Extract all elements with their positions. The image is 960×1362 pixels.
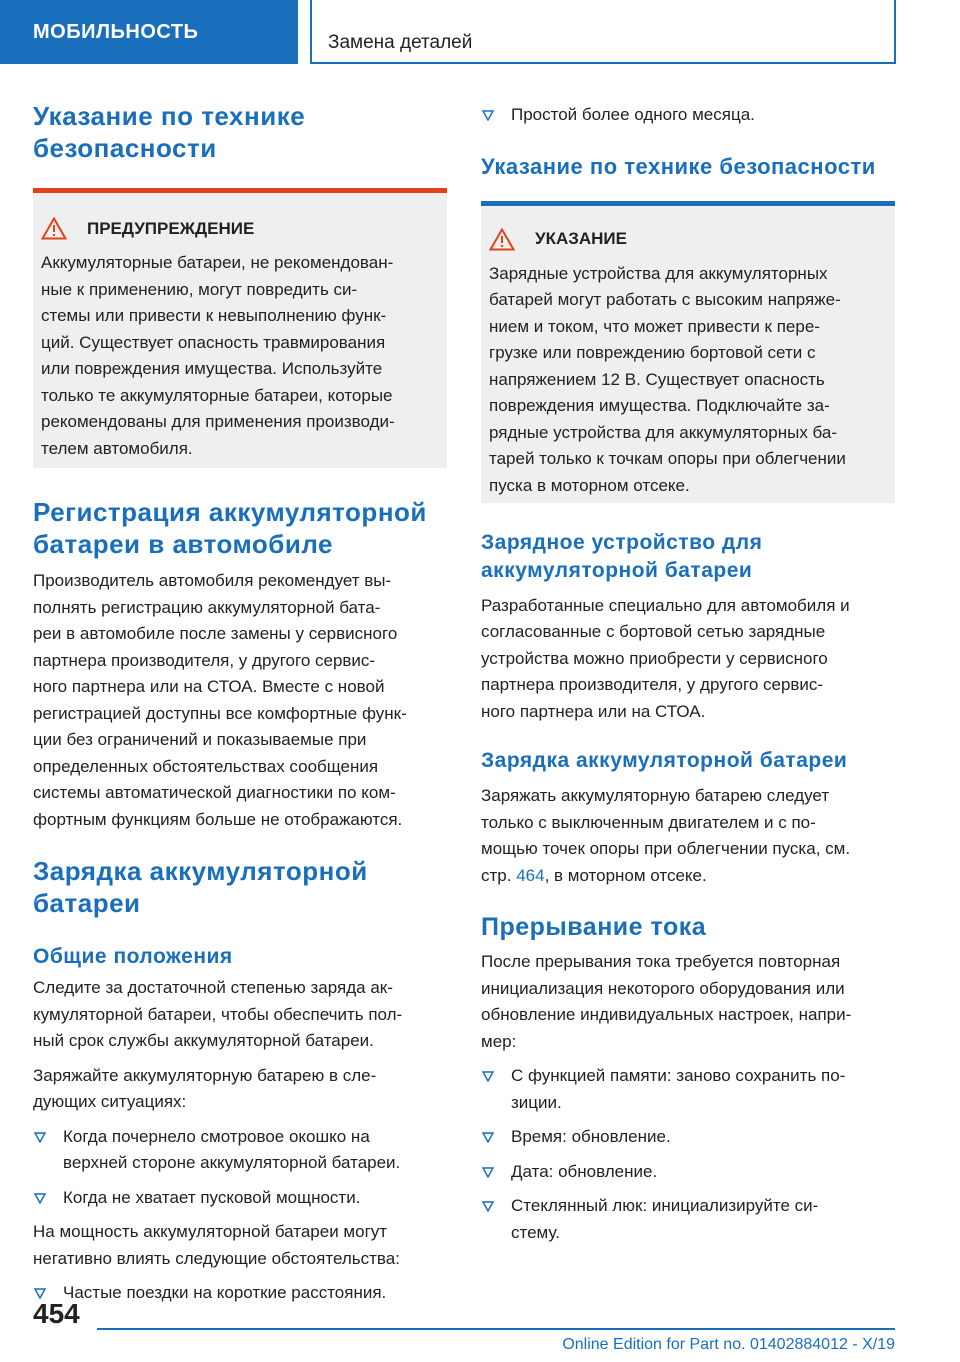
- text-line: батарей могут работать с высоким напряже-: [489, 290, 841, 309]
- text-line: мер:: [481, 1031, 517, 1051]
- interruption-paragraph: [481, 949, 895, 1055]
- text-line: С функцией памяти: заново сохранить по-: [511, 1066, 846, 1085]
- text-line: зиции.: [511, 1092, 562, 1112]
- bullet-triangle-icon: [34, 1193, 46, 1204]
- warning-triangle-icon: [41, 217, 67, 240]
- text-line: Простой более одного месяца.: [511, 105, 755, 124]
- list-item: [33, 1124, 447, 1177]
- warning-triangle-icon: [489, 228, 515, 251]
- text-line: Дата: обновление.: [511, 1161, 658, 1181]
- warning-box: [33, 188, 447, 468]
- chapter-title: Замена деталей: [310, 0, 896, 64]
- bullet-triangle-icon: [34, 1132, 46, 1143]
- heading-charging: Зарядка аккумуляторной батареи: [33, 856, 368, 918]
- heading-safety: Указание по технике безопасности: [33, 101, 306, 163]
- heading-registration: Регистрация аккумуляторной батареи в автомобиле: [33, 497, 427, 559]
- factors-list: [33, 1280, 447, 1307]
- heading-interruption: Прерывание тока: [481, 913, 707, 941]
- text-line: На мощность аккумуляторной батареи могут: [33, 1222, 388, 1241]
- text-line: стемы или привести к невыполнению функ-: [41, 306, 387, 325]
- factors-paragraph: [33, 1219, 447, 1272]
- bullet-triangle-icon: [482, 1132, 494, 1143]
- charging-paragraph: [481, 783, 895, 889]
- heading-general: Общие положения: [33, 945, 233, 968]
- text-line: устройства можно приобрести у сервисного: [481, 648, 828, 668]
- text-line: ный срок службы аккумуляторной батареи.: [33, 1031, 374, 1050]
- page-number: 454: [33, 1298, 80, 1329]
- text-line: регистрацией доступны все комфортные функ-: [33, 703, 407, 723]
- page-reference-link[interactable]: 464: [516, 865, 545, 885]
- text-line: [481, 863, 895, 890]
- text-line: рекомендованы для применения производи-: [41, 412, 395, 431]
- registration-paragraph: [33, 568, 447, 833]
- section-tab: МОБИЛЬНОСТЬ: [0, 0, 298, 64]
- text-line: ного партнера или на СТОА. Вместе с новой: [33, 677, 385, 696]
- text-line: повреждения имущества. Подключайте за-: [489, 396, 830, 415]
- list-item: [481, 1124, 895, 1151]
- text-line: партнера производителя, у другого сервис-: [33, 650, 376, 670]
- right-column: [481, 102, 895, 1246]
- text-line: ции без ограничений и показываемые при: [33, 730, 367, 749]
- list-item: [481, 1159, 895, 1186]
- footer-edition: Online Edition for Part no. 01402884012 - X/19: [562, 1336, 895, 1353]
- interruption-list: [481, 1063, 895, 1246]
- text-line: Заряжайте аккумуляторную батарею в сле-: [33, 1065, 377, 1085]
- warning-text: [41, 250, 447, 462]
- text-line: дующих ситуациях:: [33, 1092, 187, 1111]
- text-line: только с выключенным двигателем и с по-: [481, 812, 816, 832]
- bullet-triangle-icon: [482, 1167, 494, 1178]
- notice-title: [489, 228, 895, 251]
- text-line: Аккумуляторные батареи, не рекомендован-: [41, 253, 394, 272]
- left-column: [33, 100, 447, 1307]
- text-line: Следите за достаточной степенью заряда ак-: [33, 978, 393, 997]
- text-line: Когда почернело смотровое окошко на: [63, 1126, 370, 1146]
- list-item: [481, 1063, 895, 1116]
- text-line: или повреждения имущества. Используйте: [41, 359, 383, 378]
- text-line: негативно влиять следующие обстоятельства:: [33, 1248, 400, 1268]
- ref-suffix: , в моторном отсеке.: [544, 865, 707, 885]
- text-line: После прерывания тока требуется повторная: [481, 952, 841, 971]
- text-line: ций. Существует опасность травмирования: [41, 332, 386, 352]
- text-line: Производитель автомобиля рекомендует вы-: [33, 571, 392, 590]
- situations-paragraph: [33, 1063, 447, 1116]
- list-item: [33, 1280, 447, 1307]
- text-line: партнера производителя, у другого сервис-: [481, 675, 824, 694]
- ref-prefix: стр.: [481, 865, 517, 885]
- bullet-triangle-icon: [482, 1071, 494, 1082]
- heading-charging-right: Зарядка аккумуляторной батареи: [481, 749, 848, 772]
- text-line: инициализация некоторого оборудования или: [481, 978, 845, 998]
- warning-title: [41, 217, 447, 240]
- charger-paragraph: [481, 593, 895, 726]
- text-line: ные к применению, могут повредить си-: [41, 279, 358, 299]
- bullet-triangle-icon: [482, 1201, 494, 1212]
- text-line: тарей только к точкам опоры при облегчении: [489, 449, 846, 468]
- text-line: грузке или повреждению бортовой сети с: [489, 343, 816, 362]
- text-line: телем автомобиля.: [41, 438, 193, 458]
- text-line: согласованные с бортовой сетью зарядные: [481, 622, 826, 641]
- text-line: стему.: [511, 1222, 560, 1242]
- list-item: [481, 102, 895, 129]
- general-paragraph: [33, 975, 447, 1055]
- text-line: только те аккумуляторные батареи, которые: [41, 385, 393, 405]
- text-line: верхней стороне аккумуляторной батареи.: [63, 1153, 401, 1172]
- text-line: Зарядные устройства для аккумуляторных: [489, 263, 828, 283]
- text-line: Стеклянный люк: инициализируйте си-: [511, 1196, 819, 1215]
- text-line: мощью точек опоры при облегчении пуска, см.: [481, 839, 851, 858]
- text-line: определенных обстоятельствах сообщения: [33, 756, 379, 776]
- text-line: напряжением 12 В. Существует опасность: [489, 369, 825, 389]
- heading-safety-right: Указание по технике безопасности: [481, 153, 876, 179]
- text-line: пуска в моторном отсеке.: [489, 475, 690, 495]
- text-line: Время: обновление.: [511, 1127, 671, 1146]
- text-line: полнять регистрацию аккумуляторной бата-: [33, 597, 381, 617]
- text-line: Заряжать аккумуляторную батарею следует: [481, 786, 830, 805]
- list-item: [33, 1185, 447, 1212]
- text-line: Когда не хватает пусковой мощности.: [63, 1187, 361, 1207]
- bullet-triangle-icon: [482, 110, 494, 121]
- footer-divider: [97, 1328, 895, 1330]
- text-line: ного партнера или на СТОА.: [481, 701, 706, 721]
- list-item: [481, 1193, 895, 1246]
- situations-list: [33, 1124, 447, 1212]
- text-line: обновление индивидуальных настроек, напри-: [481, 1005, 852, 1024]
- notice-box: [481, 201, 895, 503]
- text-line: Частые поездки на короткие расстояния.: [63, 1283, 387, 1302]
- text-line: кумуляторной батареи, чтобы обеспечить пол-: [33, 1004, 403, 1024]
- text-line: рядные устройства для аккумуляторных ба-: [489, 422, 838, 442]
- text-line: фортным функциям больше не отображаются.: [33, 809, 403, 829]
- text-line: Разработанные специально для автомобиля и: [481, 595, 850, 615]
- notice-text: [489, 261, 895, 500]
- text-line: нием и током, что может привести к пере-: [489, 316, 820, 336]
- heading-charger: Зарядное устройство для аккумуляторной батареи: [481, 530, 763, 582]
- warning-title-text: ПРЕДУПРЕЖДЕНИЕ: [87, 218, 255, 238]
- notice-title-text: УКАЗАНИЕ: [535, 229, 627, 248]
- text-line: реи в автомобиле после замены у сервисного: [33, 624, 398, 643]
- continued-list: [481, 102, 895, 129]
- text-line: системы автоматической диагностики по ком-: [33, 783, 396, 802]
